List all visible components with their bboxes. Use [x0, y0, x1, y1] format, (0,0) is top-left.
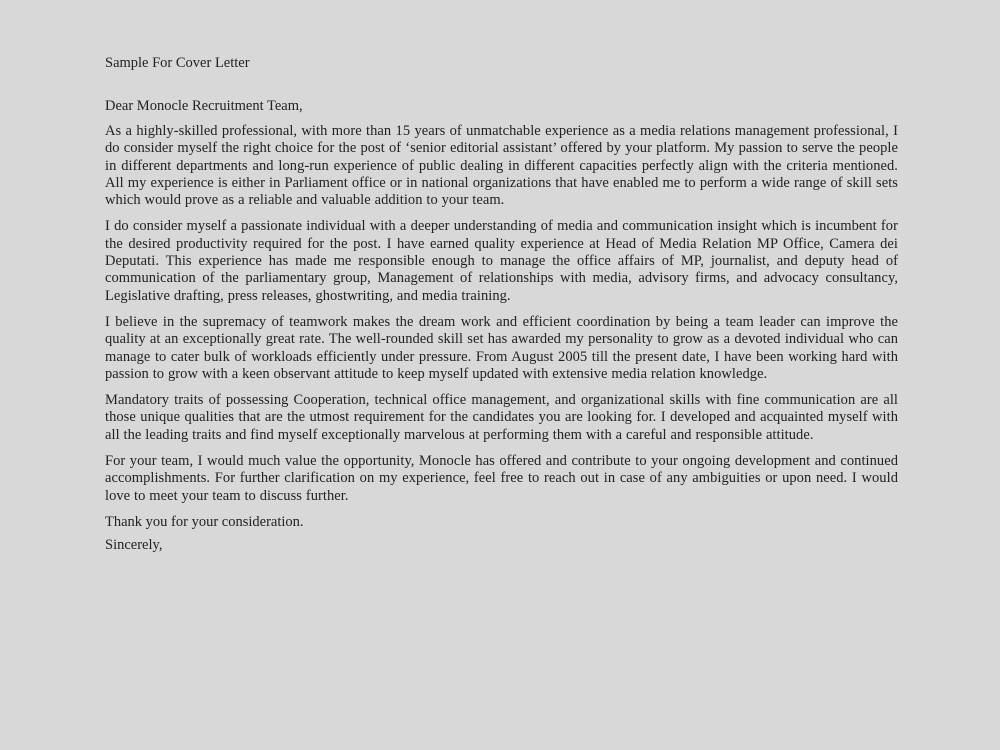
paragraph-4: Mandatory traits of possessing Cooperation, technical office management, and organizational skills with fine communication are all those unique qualities that are the utmost requirement for the candidates you are looking for. I developed and acquainted myself with all the leading traits and find myself exceptionally marvelous at performing them with a careful and responsible attitude.	[105, 392, 898, 443]
paragraph-2: I do consider myself a passionate individual with a deeper understanding of media and communication insight which is incumbent for the desired productivity required for the post. I have earned quality experience at Head of Media Relation MP Office, Camera dei Deputati. This experience has made me responsible enough to manage the office affairs of MP, journalist, and deputy head of communication of the parliamentary group, Management of relationships with media, advisory firms, and advocacy consultancy, Legislative drafting, press releases, ghostwriting, and media training.	[105, 218, 898, 304]
paragraph-1: As a highly-skilled professional, with more than 15 years of unmatchable experience as a media relations management professional, I do consider myself the right choice for the post of ‘senior editorial assistant’ offered by your platform. My passion to serve the people in different departments and long-run experience of public dealing in different capacities perfectly align with the criteria mentioned. All my experience is either in Parliament office or in national organizations that have enabled me to perform a wide range of skill sets which would prove as a reliable and valuable addition to your team.	[105, 123, 898, 209]
thank-you-line: Thank you for your consideration.	[105, 513, 304, 530]
paragraph-3: I believe in the supremacy of teamwork makes the dream work and efficient coordination by being a team leader can improve the quality at an exceptionally great rate. The well-rounded skill set has awarded my personality to grow as a devoted individual who can manage to cater bulk of workloads efficiently under pressure. From August 2005 till the present date, I have been working hard with passion to grow with a keen observant attitude to keep myself updated with extensive media relation knowledge.	[105, 313, 898, 382]
paragraph-5: For your team, I would much value the opportunity, Monocle has offered and contribute to your ongoing development and continued accomplishments. For further clarification on my experience, feel free to reach out in case of any ambiguities or upon need. I would love to meet your team to discuss further.	[105, 453, 898, 504]
document-title: Sample For Cover Letter	[105, 55, 250, 71]
signoff: Sincerely,	[105, 536, 163, 553]
salutation: Dear Monocle Recruitment Team,	[105, 98, 303, 114]
